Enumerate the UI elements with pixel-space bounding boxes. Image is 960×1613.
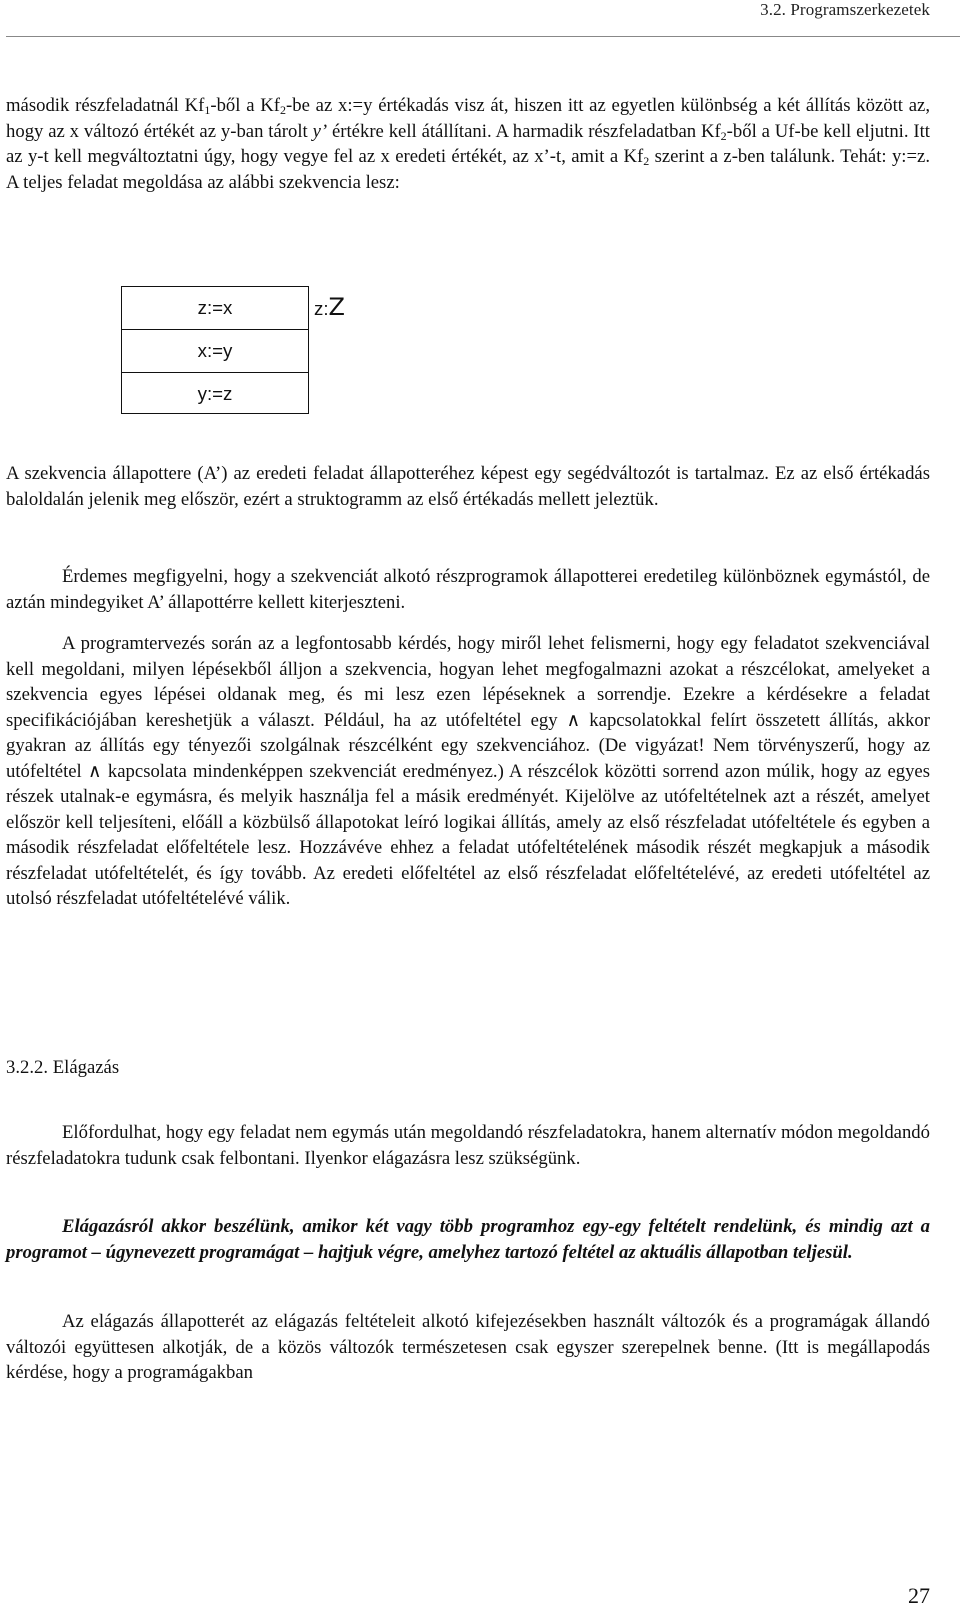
paragraph-4: A programtervezés során az a legfontosabb kérdés, hogy miről lehet felismerni, hogy egy feladatot szekvenciával kell megoldani, milyen lépésekből álljon a szekvencia, hogyan lehet megfogalmazni azokat a részcélokat, amelyeket a szekvencia egyes lépései oldanak meg, és mi lesz ezen lépéseknek a sorrendje. Ezekre a kérdésekre a feladat specifikációjában kereshetjük a választ. Például, ha az utófeltétel egy ∧ kapcsolatokkal felírt összetett állítás, akkor gyakran az állítás egy tényezői szolgálnak részcélként egy szekvenciához. (De vigyázat! Nem törvényszerű, hogy az utófeltétel ∧ kapcsolata mindenképpen szekvenciát eredményez.) A részcélok közötti sorrend azon múlik, hogy az egyes részek utalnak-e egymásra, és melyik használja fel a másik eredményét. Kijelölve az utófeltételnek azt a részét, amelyet először kell teljesíteni, előáll a közbülső állapotokat leíró logikai állítás, amely az első részfeladat utófeltétele és egyben a második részfeladat előfeltétele lesz. Hozzávéve ehhez a feladat utófeltételének második részét megkapjuk a második részfeladat utófeltételét, és így tovább. Az eredeti előfeltétel az első részfeladat előfeltételévé, az eredeti utófeltétel az utolsó részfeladat utófeltételévé válik. (6, 633, 930, 909)
paragraph-1-text: második részfeladatnál $Kf_1$-ből a $Kf_2-be$ az x:=y értékadás visz át, hiszen itt az egyetlen különbség a két állítás között az, hogy az x változó értékét az y-ban tárolt y’ értékre kell átállítani. A harmadik részfeladatban $Kf_2$-ből a Uf-be kell eljutni. Itt az y-t kell megváltoztatni úgy, hogy vegye fel az x eredeti értékét, az x’-t, amit a $Kf_2$ szerint a z-ben találunk. Tehát: y:=z. A teljes feladat megoldása az alábbi szekvencia lesz: (6, 95, 931, 193)
running-header: 3.2. Programszerkezetek (760, 0, 930, 19)
struktogram-step-2: x:=y (122, 329, 308, 372)
page-number: 27 (908, 1583, 930, 1608)
sequence-struktogram (121, 286, 309, 414)
paragraph-5: Előfordulhat, hogy egy feladat nem egymás után megoldandó részfeladatokra, hanem alternatív módon megoldandó részfeladatokra tudunk csak felbontani. Ilyenkor elágazásra lesz szükségünk. (6, 1122, 930, 1169)
paragraph-6: Az elágazás állapotterét az elágazás feltételeit alkotó kifejezésekben használt változók és a programágak állandó változói együttesen alkotják, de a közös változók természetesen csak egyszer szerepelnek benne. (Itt is megállapodás kérdése, hogy a programágakban (6, 1311, 930, 1383)
paragraph-1 (6, 93, 930, 195)
definition-block: Elágazásról akkor beszélünk, amikor két vagy több programhoz egy-egy feltételt rendelünk, és mindig azt a programot – úgynevezett programágat – hajtjuk végre, amelyhez tartozó feltétel az aktuális állapotban teljesül. (6, 1216, 930, 1263)
header-rule (6, 36, 960, 37)
paragraph-2: A szekvencia állapottere (A’) az eredeti feladat állapotteréhez képest egy segédváltozót is tartalmaz. Ez az első értékadás baloldalán jelenik meg először, ezért a struktogramm az első értékadás mellett jeleztük. (6, 463, 930, 510)
struktogram-step-1: z:=x (197, 297, 233, 318)
paragraph-3: Érdemes megfigyelni, hogy a szekvenciát alkotó részprogramok állapotterei eredetileg különböznek egymástól, de aztán mindegyiket A’ állapottérre kellett kiterjeszteni. (6, 566, 930, 613)
section-heading: 3.2.2. Elágazás (6, 1057, 120, 1078)
struktogram-step-3: y:=z (122, 372, 308, 415)
auxiliary-variable-name: z: (314, 298, 329, 319)
integer-type-symbol: Z (328, 293, 345, 321)
auxiliary-variable-declaration (314, 293, 345, 321)
